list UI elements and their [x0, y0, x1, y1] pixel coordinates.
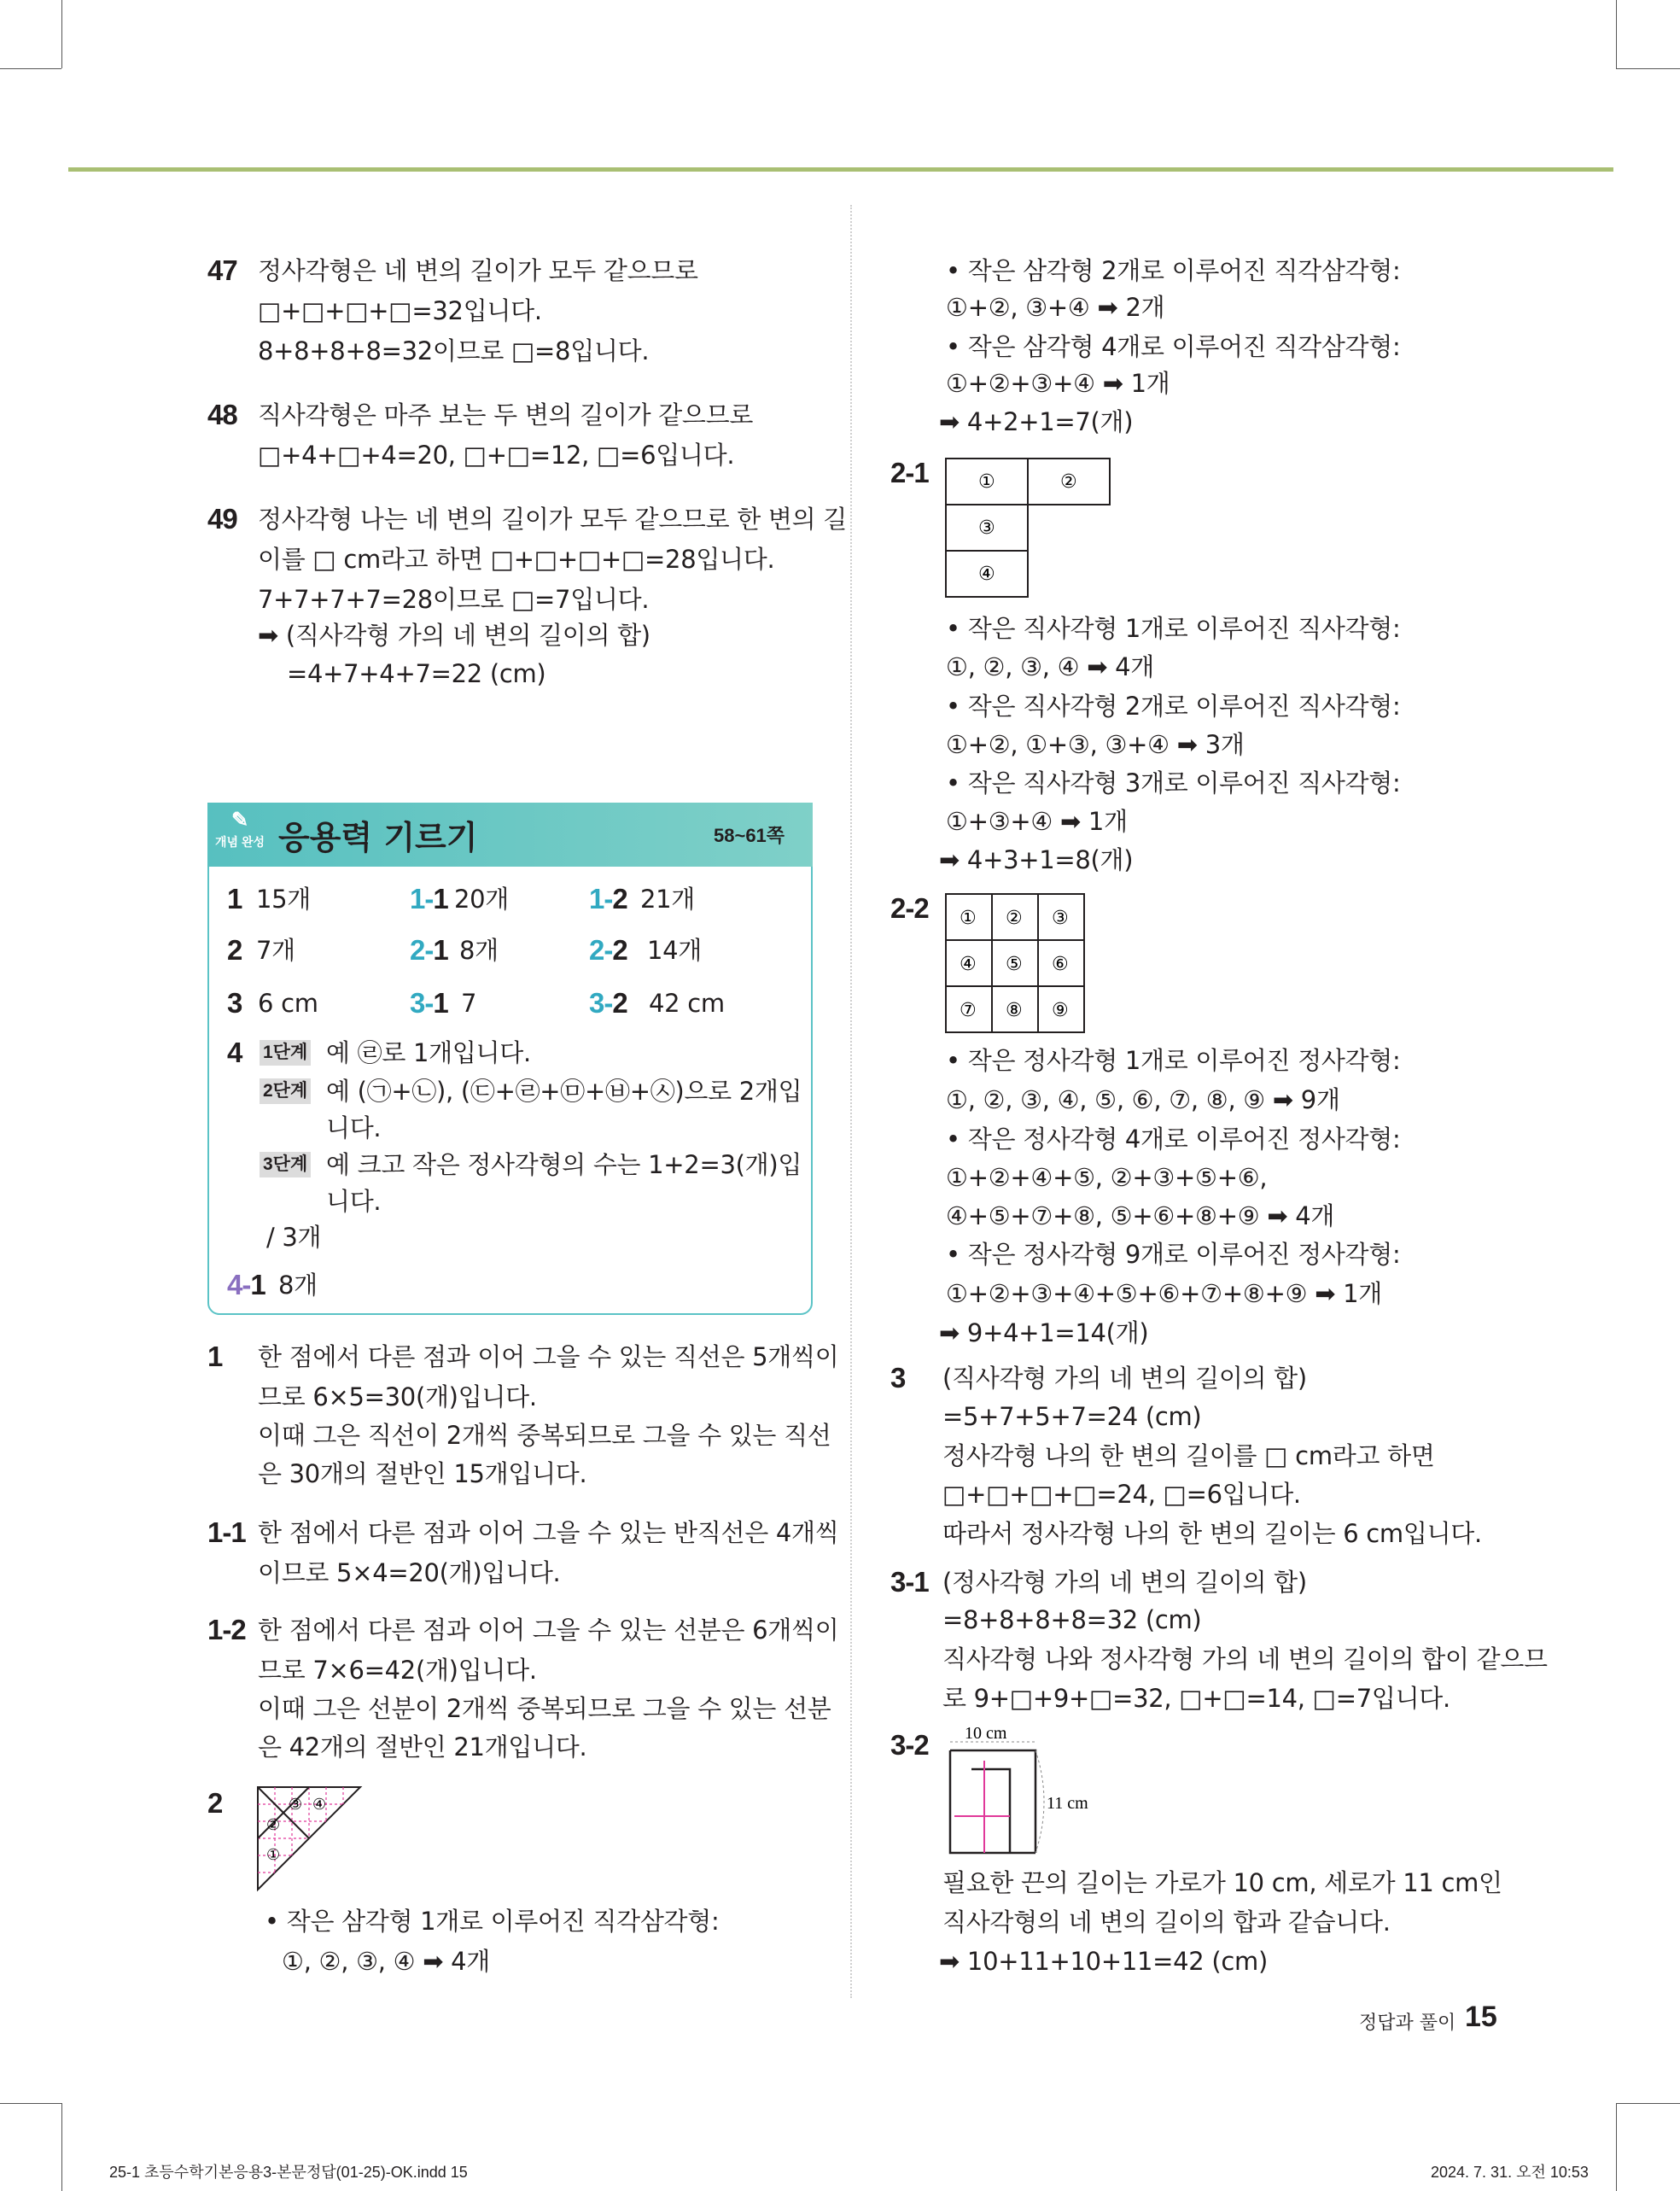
- text-line: 한 점에서 다른 점과 이어 그을 수 있는 선분은 6개씩이: [258, 1615, 839, 1645]
- solution-number: 3-1: [890, 1566, 929, 1598]
- answer-value: 14개: [647, 936, 703, 965]
- step-badge: 2단계: [260, 1078, 311, 1104]
- answer-number: 2-2: [589, 934, 627, 966]
- cell-label: ②: [1006, 908, 1023, 929]
- text-line: ①+②, ①+③, ③+④ ➡ 3개: [946, 730, 1245, 759]
- answer-number: 3-1: [410, 987, 448, 1019]
- cell-label: ①: [978, 471, 995, 493]
- text-line: 니다.: [326, 1113, 382, 1142]
- box-string-figure: [946, 1724, 1134, 1855]
- text-line: =5+7+5+7=24 (cm): [942, 1402, 1202, 1431]
- text-line: □+□+□+□=32입니다.: [258, 296, 542, 325]
- text-line: 7+7+7+7=28이므로 □=7입니다.: [258, 585, 650, 614]
- text-line: 따라서 정사각형 나의 한 변의 길이는 6 cm입니다.: [942, 1519, 1482, 1548]
- solution-number: 3: [890, 1362, 906, 1393]
- text-line: =4+7+4+7=22 (cm): [287, 659, 546, 688]
- text-line: 므로 6×5=30(개)입니다.: [258, 1382, 537, 1411]
- text-line: ➡ (직사각형 가의 네 변의 길이의 합): [258, 621, 650, 650]
- text-line: 한 점에서 다른 점과 이어 그을 수 있는 직선은 5개씩이: [258, 1342, 839, 1371]
- answer-number: 2-1: [410, 934, 448, 966]
- text-line: • 작은 정사각형 4개로 이루어진 정사각형:: [946, 1125, 1401, 1154]
- crop-mark: [61, 0, 62, 68]
- answer-value: 7개: [256, 936, 295, 965]
- answer-value: 8개: [278, 1271, 318, 1300]
- width-label: 10 cm: [965, 1724, 1007, 1743]
- cell-label: ⑥: [1052, 954, 1069, 975]
- answer-value: 20개: [454, 885, 510, 914]
- text-line: 정사각형은 네 변의 길이가 모두 같으므로: [258, 256, 698, 285]
- crop-mark: [61, 2103, 62, 2191]
- answer-number: 2: [227, 934, 242, 966]
- answer-number: 1-1: [410, 883, 448, 914]
- step-badge: 3단계: [260, 1152, 311, 1177]
- tri-label: ③: [289, 1796, 303, 1814]
- text-line: • 작은 삼각형 4개로 이루어진 직각삼각형:: [946, 332, 1401, 361]
- text-line: • 작은 삼각형 1개로 이루어진 직각삼각형:: [265, 1907, 720, 1936]
- answer-value: 7: [461, 989, 477, 1018]
- answer-number: 1: [227, 883, 242, 914]
- problem-number-47: 47: [207, 254, 237, 286]
- tri-label: ①: [266, 1846, 281, 1864]
- text-line: 이때 그은 선분이 2개씩 중복되므로 그을 수 있는 선분: [258, 1694, 831, 1723]
- text-line: 8+8+8+8=32이므로 □=8입니다.: [258, 336, 650, 365]
- problem-number-48: 48: [207, 399, 237, 430]
- text-line: 로 9+□+9+□=32, □+□=14, □=7입니다.: [942, 1684, 1450, 1713]
- box-title: 응용력 기르기: [278, 819, 478, 856]
- solution-number: 2: [207, 1787, 223, 1819]
- text-line: 예 ㉣로 1개입니다.: [326, 1038, 531, 1067]
- text-line: ➡ 4+2+1=7(개): [939, 407, 1134, 436]
- cell-label: ⑨: [1052, 1000, 1069, 1021]
- solution-number: 2-1: [890, 457, 929, 488]
- cell-label: ③: [978, 517, 995, 539]
- answer-value: 8개: [459, 936, 499, 965]
- triangle-figure: [258, 1787, 360, 1890]
- badge-label: 개념 완성: [215, 835, 265, 849]
- concept-badge: [215, 808, 265, 857]
- rectangle-grid-figure: [946, 459, 1117, 604]
- answer-value: 21개: [640, 885, 696, 914]
- text-line: • 작은 정사각형 1개로 이루어진 정사각형:: [946, 1046, 1401, 1075]
- square-grid-figure: [946, 894, 1091, 1039]
- text-line: ①, ②, ③, ④ ➡ 4개: [946, 652, 1155, 681]
- text-line: ①+②+③+④ ➡ 1개: [946, 369, 1170, 398]
- answer-value: 6 cm: [258, 989, 318, 1018]
- text-line: ➡ 9+4+1=14(개): [939, 1318, 1149, 1347]
- text-line: 직사각형 나와 정사각형 가의 네 변의 길이의 합이 같으므: [942, 1645, 1548, 1674]
- text-line: ①, ②, ③, ④ ➡ 4개: [282, 1947, 491, 1976]
- text-line: • 작은 정사각형 9개로 이루어진 정사각형:: [946, 1240, 1401, 1269]
- page-number: 15: [1465, 2001, 1497, 2033]
- crop-mark: [1616, 2103, 1680, 2104]
- text-line: 필요한 끈의 길이는 가로가 10 cm, 세로가 11 cm인: [942, 1868, 1502, 1897]
- text-line: ①+③+④ ➡ 1개: [946, 807, 1128, 836]
- text-line: 이므로 5×4=20(개)입니다.: [258, 1558, 561, 1587]
- column-divider: [850, 205, 852, 1998]
- header-rule: [68, 167, 1613, 172]
- answer-number: 3-2: [589, 987, 627, 1019]
- cell-label: ④: [978, 564, 995, 585]
- text-line: • 작은 직사각형 3개로 이루어진 직사각형:: [946, 768, 1401, 798]
- footer-file: 25-1 초등수학기본응용3-본문정답(01-25)-OK.indd 15: [109, 2164, 468, 2181]
- text-line: 니다.: [326, 1187, 382, 1216]
- cell-label: ③: [1052, 908, 1069, 929]
- text-line: ➡ 10+11+10+11=42 (cm): [939, 1947, 1268, 1976]
- text-line: ①+②+④+⑤, ②+③+⑤+⑥,: [946, 1163, 1268, 1192]
- pencil-icon: ✎: [230, 809, 249, 832]
- text-line: □+4+□+4=20, □+□=12, □=6입니다.: [258, 441, 735, 470]
- text-line: • 작은 직사각형 2개로 이루어진 직사각형:: [946, 692, 1401, 721]
- solution-number: 3-2: [890, 1729, 929, 1761]
- crop-mark: [1616, 0, 1617, 68]
- text-line: • 작은 직사각형 1개로 이루어진 직사각형:: [946, 614, 1401, 643]
- text-line: 은 42개의 절반인 21개입니다.: [258, 1732, 587, 1762]
- text-line: (정사각형 가의 네 변의 길이의 합): [942, 1568, 1307, 1597]
- step-badge: 1단계: [260, 1040, 311, 1066]
- text-line: 예 (㉠+㉡), (㉢+㉣+㉤+㉥+㉦)으로 2개입: [326, 1077, 802, 1106]
- text-line: ①, ②, ③, ④, ⑤, ⑥, ⑦, ⑧, ⑨ ➡ 9개: [946, 1085, 1340, 1114]
- text-line: ④+⑤+⑦+⑧, ⑤+⑥+⑧+⑨ ➡ 4개: [946, 1201, 1335, 1230]
- text-line: 므로 7×6=42(개)입니다.: [258, 1656, 537, 1685]
- cell-label: ⑦: [960, 1000, 977, 1021]
- text-line: 한 점에서 다른 점과 이어 그을 수 있는 반직선은 4개씩: [258, 1518, 839, 1547]
- solution-number: 2-2: [890, 892, 929, 924]
- text-line: 이를 □ cm라고 하면 □+□+□+□=28입니다.: [258, 545, 775, 574]
- footer-date: 2024. 7. 31. 오전 10:53: [1431, 2164, 1589, 2181]
- cell-label: ⑧: [1006, 1000, 1023, 1021]
- cell-label: ⑤: [1006, 954, 1023, 975]
- text-line: 예 크고 작은 정사각형의 수는 1+2=3(개)입: [326, 1150, 802, 1179]
- answer-number: 1-2: [589, 883, 627, 914]
- answer-number: 3: [227, 987, 242, 1019]
- answer-number: 4-1: [227, 1269, 265, 1300]
- problem-number-49: 49: [207, 503, 237, 535]
- crop-mark: [1616, 68, 1680, 69]
- cell-label: ②: [1060, 471, 1077, 493]
- text-line: ①+②+③+④+⑤+⑥+⑦+⑧+⑨ ➡ 1개: [946, 1279, 1382, 1308]
- solution-number: 1: [207, 1341, 223, 1372]
- footer-label: 정답과 풀이: [1359, 2013, 1456, 2034]
- cell-label: ①: [960, 908, 977, 929]
- text-line: ①+②, ③+④ ➡ 2개: [946, 293, 1165, 322]
- text-line: / 3개: [266, 1223, 322, 1252]
- text-line: (직사각형 가의 네 변의 길이의 합): [942, 1364, 1307, 1393]
- text-line: =8+8+8+8=32 (cm): [942, 1605, 1202, 1634]
- answer-value: 42 cm: [649, 989, 725, 1018]
- text-line: 정사각형 나는 네 변의 길이가 모두 같으므로 한 변의 길: [258, 505, 847, 534]
- text-line: 직사각형의 네 변의 길이의 합과 같습니다.: [942, 1908, 1391, 1937]
- text-line: □+□+□+□=24, □=6입니다.: [942, 1480, 1301, 1509]
- tri-label: ②: [266, 1816, 281, 1834]
- box-pages: 58~61쪽: [714, 825, 785, 846]
- text-line: 이때 그은 직선이 2개씩 중복되므로 그을 수 있는 직선: [258, 1421, 831, 1450]
- solution-number: 1-1: [207, 1516, 246, 1548]
- tri-label: ④: [312, 1796, 327, 1814]
- text-line: 은 30개의 절반인 15개입니다.: [258, 1459, 587, 1488]
- cell-label: ④: [960, 954, 977, 975]
- text-line: • 작은 삼각형 2개로 이루어진 직각삼각형:: [946, 256, 1401, 285]
- height-label: 11 cm: [1047, 1794, 1088, 1813]
- crop-mark: [1616, 2103, 1617, 2191]
- crop-mark: [0, 68, 61, 69]
- crop-mark: [0, 2103, 61, 2104]
- text-line: 정사각형 나의 한 변의 길이를 □ cm라고 하면: [942, 1441, 1435, 1470]
- solution-number: 1-2: [207, 1614, 246, 1645]
- text-line: ➡ 4+3+1=8(개): [939, 845, 1134, 874]
- answer-number: 4: [227, 1037, 242, 1068]
- answer-value: 15개: [256, 885, 312, 914]
- text-line: 직사각형은 마주 보는 두 변의 길이가 같으므로: [258, 400, 754, 429]
